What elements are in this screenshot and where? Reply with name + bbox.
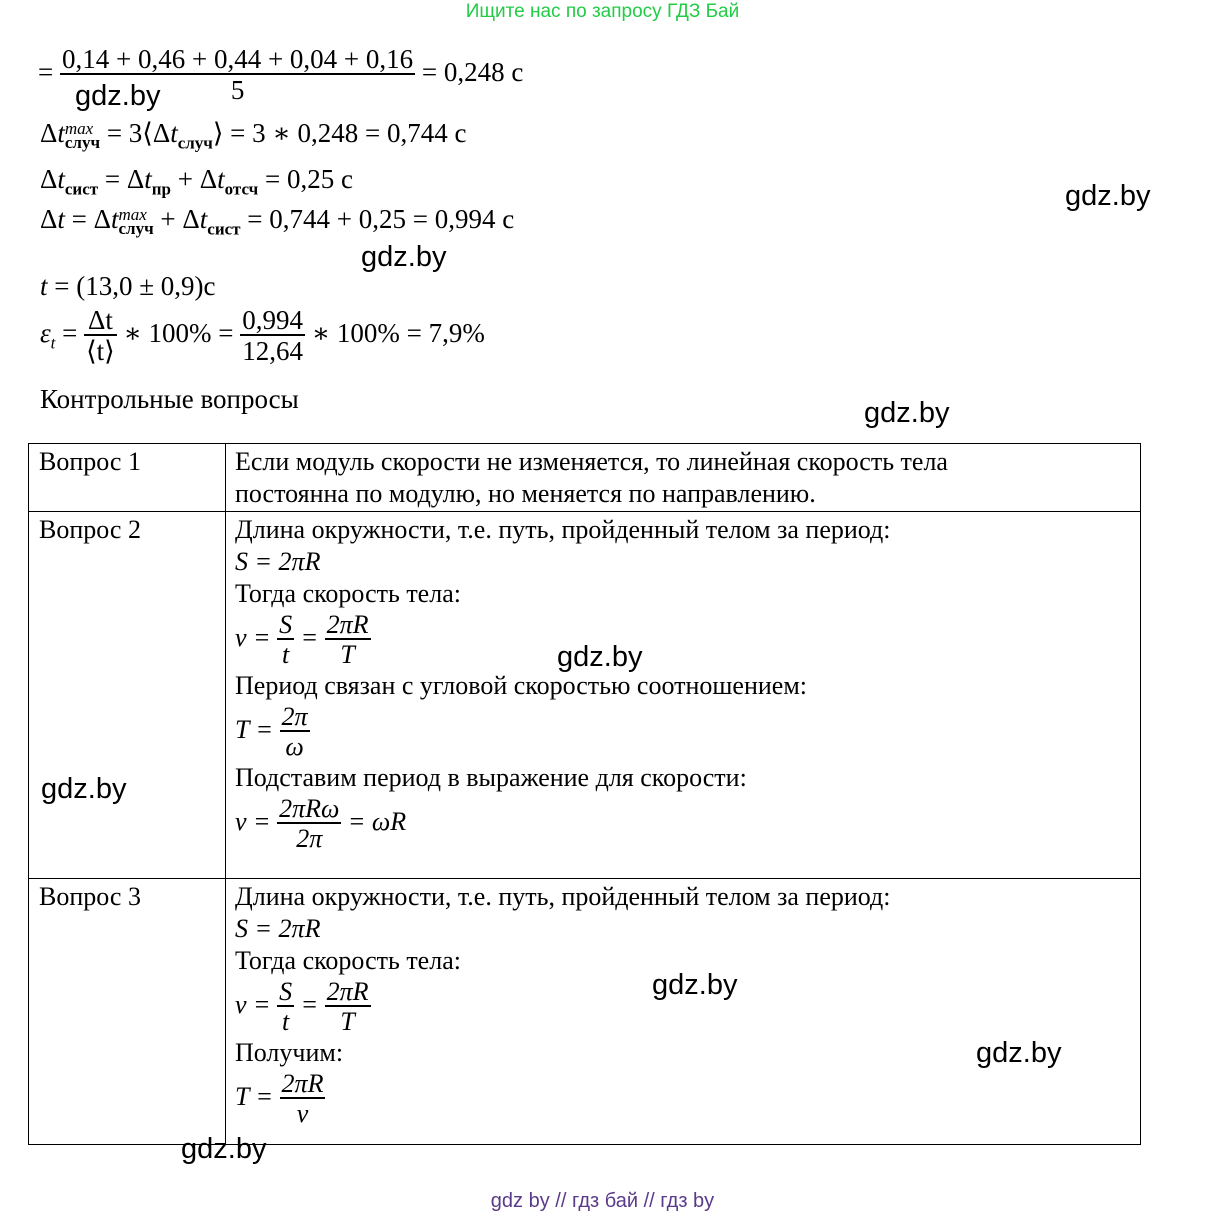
answer-text: Тогда скорость тела: [235, 579, 461, 608]
eps-den: ⟨t⟩ [86, 336, 115, 366]
eps-mid: ∗ 100% = [123, 318, 234, 349]
f-omegaR: = ωR [347, 806, 407, 836]
answer-text: Получим: [235, 1038, 344, 1067]
watermark: gdz.by [181, 1133, 267, 1165]
watermark: gdz.by [652, 969, 738, 1001]
sub-sys: сист [64, 179, 99, 199]
f-num: 2π [281, 702, 308, 731]
sub-random-2: случ [177, 133, 213, 153]
answer-text: Если модуль скорости не изменяется, то линейная скорость тела [235, 447, 948, 476]
eps-num: Δt [87, 305, 113, 335]
equals-sign: = [38, 57, 54, 88]
formula-epsilon: $\varepsilon_t$ = $\frac{\Delta t}{⟨t⟩}$ ∗ 100% = $\frac{0,994}{12,64}$ ∗ 100% = 7,9% [40, 305, 485, 366]
dt-rand-tail: ⟩ = 3 ∗ 0,248 = 0,744 с [212, 118, 467, 148]
watermark: gdz.by [75, 80, 161, 112]
answer-text: постоянна по модулю, но меняется по направлению. [235, 479, 816, 508]
answer-cell [226, 879, 1141, 1145]
eps-fraction-1 [84, 307, 117, 365]
formula-t-result: t = (13,0 ± 0,9)с [40, 271, 216, 301]
mean-numerator: 0,14 + 0,46 + 0,44 + 0,04 + 0,16 [61, 44, 414, 74]
question-label: Вопрос 3 [29, 879, 226, 1145]
answer-formula: S = 2πR [235, 914, 321, 943]
sub-sys-2: сист [207, 219, 241, 239]
answer-text: Длина окружности, т.е. путь, пройденный телом за период: [235, 882, 891, 911]
sup-max: max [64, 118, 94, 138]
eps-fraction-2 [240, 307, 305, 365]
questions-table [28, 443, 1141, 1145]
sub-random: случ [64, 132, 101, 152]
answer-text: Тогда скорость тела: [235, 946, 461, 975]
dt-total-rhs: = 0,744 + 0,25 = 0,994 с [247, 204, 515, 234]
sub-pr: пр [151, 179, 171, 199]
f-den: T [325, 1005, 371, 1035]
answer-formula-v2 [235, 796, 1140, 852]
f-den: t [277, 638, 294, 668]
f-T: T = [235, 1081, 274, 1111]
watermark: gdz.by [976, 1037, 1062, 1069]
eps-den2: 12,64 [242, 336, 304, 366]
watermark: gdz.by [361, 241, 447, 273]
watermark: gdz.by [41, 773, 127, 805]
f-v: v = [235, 622, 271, 652]
f-den: T [325, 638, 371, 668]
answer-formula-v [235, 612, 1140, 668]
formula-dt-random-max: Δt max случ = $3⟨\Delta t_{случ}⟩ = 3$ ∗ 0,248 = 0,744 с [40, 118, 467, 153]
eps-num2: 0,994 [242, 305, 304, 335]
answer-text: Длина окружности, т.е. путь, пройденный телом за период: [235, 515, 891, 544]
answer-formula-T [235, 704, 1140, 760]
f-v: v = [235, 989, 271, 1019]
table-row [29, 879, 1141, 1145]
f-eq: = [300, 989, 319, 1019]
sub-otsch: отсч [224, 179, 259, 199]
watermark: gdz.by [864, 397, 950, 429]
formula-dt-systematic: $\Delta t_{сист} = \Delta t_{пр} + \Delta t_{отсч} = 0,25$ с [40, 164, 353, 199]
sub-random-3: случ [118, 218, 154, 238]
question-label: Вопрос 1 [29, 444, 226, 512]
f-eq: = [300, 622, 319, 652]
f-den: ω [280, 730, 310, 760]
answer-formula: S = 2πR [235, 547, 321, 576]
f-T: T = [235, 714, 274, 744]
mean-denominator: 5 [60, 73, 415, 104]
answer-text: Подставим период в выражение для скорости: [235, 763, 747, 792]
watermark: gdz.by [1065, 180, 1151, 212]
table-row [29, 512, 1141, 879]
f-num: 2πR [281, 1069, 324, 1098]
f-den: v [280, 1097, 326, 1127]
sup-max-2: max [118, 204, 147, 224]
dt-sys-rhs: = 0,25 с [265, 164, 353, 194]
dt-rand-rhs: = 3⟨Δ [106, 118, 171, 148]
footer-links[interactable]: gdz by // гдз бай // гдз by [490, 1190, 715, 1212]
formula-dt-total: Δt = Δt max случ + $\Delta t_{сист} = 0,744 + 0,25 = 0,994$ с [40, 204, 515, 239]
mean-result: = 0,248 с [421, 57, 524, 88]
top-search-banner: Ищите нас по запросу ГДЗ Бай [465, 1, 740, 22]
question-label: Вопрос 2 [29, 512, 226, 879]
table-row [29, 444, 1141, 512]
section-title: Контрольные вопросы [40, 384, 299, 414]
f-den: 2π [277, 822, 341, 852]
f-num: S [279, 610, 293, 639]
f-num: S [279, 977, 293, 1006]
f-num: 2πR [326, 977, 369, 1006]
f-den: t [277, 1005, 294, 1035]
answer-text: Период связан с угловой скоростью соотношением: [235, 671, 807, 700]
answer-cell [226, 512, 1141, 879]
watermark: gdz.by [557, 641, 643, 673]
f-num: 2πRω [279, 794, 340, 823]
answer-cell [226, 444, 1141, 512]
eps-tail: ∗ 100% = 7,9% [311, 318, 485, 349]
answer-formula-T2 [235, 1071, 1140, 1127]
t-result: = (13,0 ± 0,9)с [54, 271, 216, 301]
f-num: 2πR [326, 610, 369, 639]
f-v: v = [235, 806, 271, 836]
